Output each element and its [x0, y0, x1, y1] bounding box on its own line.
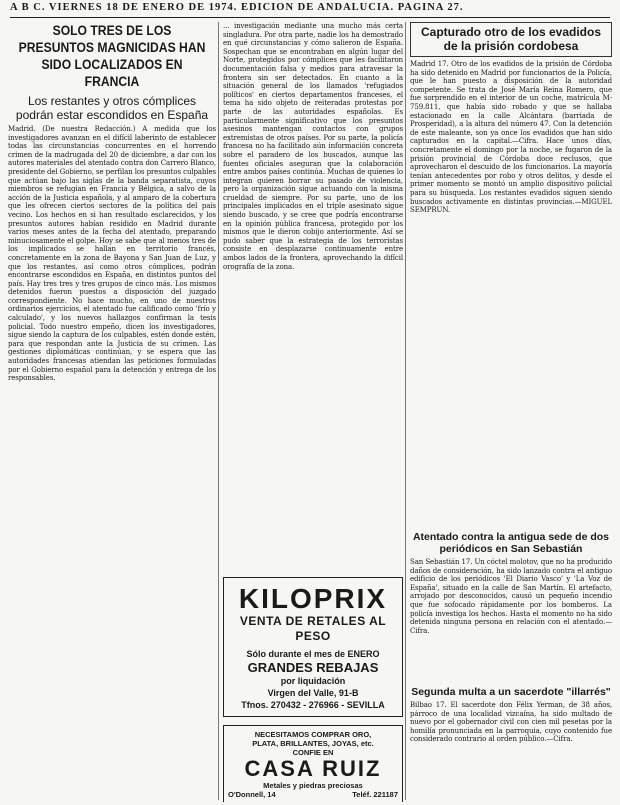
kiloprix-advertisement: [223, 577, 403, 717]
article-body-continued: ... investigación mediante una mucho más certa singladura. Por otra parte, nadie los ha demostrado en qué circunstancias y cómo salieron de España. Sospechan que se encontraban en algún lugar del Norte, protegidos por cómplices que les facilitaron documentación falsa y medios para atravesar la frontera sin ser detectados. En cuanto a la situación general de los llamados 'refugiados políticos' en ciertos departamentos franceses, el tema ha sido objeto de reiteradas protestas por parte de las autoridades españolas. Es particularmente significativo que los presuntos asesinos mantengan contactos con grupos extremistas de otros países. Por su parte, la policía francesa no ha facilitado aún información concreta sobre el paradero de los buscados, aunque las fuentes oficiales aseguran que la colaboración entre ambos países continúa. Muchas de quienes lo integran quieren borrar su pasado de violencia, pero la organización sigue actuando con la misma crueldad de siempre. Por su parte, uno de los principales implicados en el triple asesinato sigue siendo buscado, y se cree que podría encontrarse en la opinión pública francesa, protegido por los mismos que le dieron cobijo anteriormente. Así se pudo saber que la estrategia de los terroristas consiste en desplazarse continuamente entre ambos lados de la frontera, aprovechando la difícil orografía de la zona.: [223, 22, 403, 271]
kiloprix-rebajas: GRANDES REBAJAS: [247, 660, 379, 675]
headline-capturado: Capturado otro de los evadidos de la prisión cordobesa: [410, 22, 612, 57]
masthead: A B C. VIERNES 18 DE ENERO DE 1974. EDICION DE ANDALUCIA. PAGINA 27.: [10, 2, 464, 13]
column-divider: [218, 22, 219, 800]
kiloprix-brand: KILOPRIX: [238, 583, 388, 614]
column-divider: [405, 22, 406, 800]
masthead-rule: [10, 17, 610, 18]
casa-ruiz-line: PLATA, BRILLANTES, JOYAS, etc.: [252, 739, 374, 748]
article-body-san-sebastian: San Sebastián 17. Un cóctel molotov, que no ha producido daños de consideración, ha sido lanzado contra el antiguo edificio de los periódicos 'El Diario Vasco' y 'La Voz de España', situado en la calle de San Martín. El artefacto, arrojado por desconocidos, causó un pequeño incendio que fue sofocado rápidamente por los bomberos. La policía investiga los hechos. Hasta el momento no ha sido detenida ninguna persona en relación con el atentado.—Cifra.: [410, 558, 612, 635]
kiloprix-address: Virgen del Valle, 91-B: [267, 688, 359, 698]
column-right: [410, 22, 612, 802]
article-body-multa: Bilbao 17. El sacerdote don Félix Yerman, de 38 años, párroco de una localidad vizcaína, ha sido multado de nuevo por el gobernador civil con cien mil pesetas por la homilía pronunciada en la parroquia, cuyo contenido fue considerado contrario al orden público.—Cifra.: [410, 701, 612, 744]
casa-ruiz-address: O'Donnell, 14: [228, 790, 276, 799]
kiloprix-phones: Tfnos. 270432 - 276966 - SEVILLA: [241, 700, 385, 710]
column-middle: [223, 22, 403, 802]
kiloprix-line: Sólo durante el mes de ENERO: [246, 649, 380, 659]
casa-ruiz-line: CONFIE EN: [292, 748, 334, 757]
article-body-cordoba: Madrid 17. Otro de los evadidos de la prisión de Córdoba ha sido detenido en Madrid por funcionarios de la Policía, que le han puesto a disposición de la autoridad competente. Se trata de José María Reina Romero, que fue sorprendido en el interior de un coche, matrícula M-759.811, que había sido robado y que se hallaba estacionado en la calle Alcántara (barriada de Prosperidad), a la altura del número 47. Con la detención de este maleante, son ya once los evadidos que han sido capturados en la capital.—Cifra. Hace unos días, concretamente el domingo por la noche, se fugaron de la prisión provincial de Córdoba doce reclusos, que aprovecharon el descuido de los funcionarios. La mayoría tenían antecedentes por robo y otros delitos, y desde el primer momento se montó un amplio dispositivo policial para su búsqueda. Los restantes evadidos siguen siendo buscados activamente en distintas provincias.—MIGUEL SEMPRUN.: [410, 60, 612, 215]
headline-multa: Segunda multa a un sacerdote "illarrés": [411, 686, 611, 698]
casa-ruiz-brand: CASA RUIZ: [244, 756, 382, 781]
kiloprix-tagline: VENTA DE RETALES AL PESO: [239, 614, 387, 643]
kiloprix-line: por liquidación: [280, 676, 346, 686]
column-left: [8, 22, 216, 802]
article-body: Madrid. (De nuestra Redacción.) A medida que los investigadores avanzan en el difícil laberinto de establecer todas las circunstancias concurrentes en el horrendo crimen de la madrugada del 20 de diciembre, a dar con los autores materiales del atentado contra don Carrero Blanco, presidente del Gobierno, se perfilan los presuntos culpables que actúan bajo las siglas de la banda separatista, cuyos miembros se refugian en Francia y Bélgica, a salvo de la acción de la Justicia española, y al amparo de la cobertura que les ofrecen ciertos sectores de la política del país vecino. Los hechos en si han resultado esclarecidos, y los presuntos autores habían residido en Madrid durante varios meses antes de la fecha del atentado, preparando minuciosamente el golpe. Hoy se sabe que al menos tres de los implicados se hallan en territorio francés, concretamente en la zona de Bayona y San Juan de Luz, y que los restantes, así como otros cómplices, podrán encontrarse escondidos en España, en distintos puntos del país. Hay tres tres y tres grupos de cinco más. Los mismos detenidos fueron puestos a disposición del juzgado correspondiente. No hace mucho, en uno de nuestros ordinarios ejercicios, el atentado fue calificado como 'frío y calculado', y los nuevos hallazgos confirman la tesis policial. Todo nuestro empeño, dicen los investigadores, sigue siendo la captura de los culpables, estén donde estén, para que respondan ante la Justicia de su crimen. Las gestiones diplomáticas continúan, y se espera que las autoridades francesas atiendan las peticiones formuladas por el Gobierno español para la detención y entrega de los responsables.: [8, 125, 216, 383]
subhead-complices: Los restantes y otros cómplices podrán estar escondidos en España: [15, 94, 209, 122]
casa-ruiz-phone: Teléf. 221187: [352, 790, 398, 799]
headline-magnicidas: SOLO TRES DE LOS PRESUNTOS MAGNICIDAS HAN SIDO LOCALIZADOS EN FRANCIA: [18, 23, 206, 89]
casa-ruiz-line: NECESITAMOS COMPRAR ORO,: [254, 730, 372, 739]
casa-ruiz-line: Metales y piedras preciosas: [263, 781, 363, 790]
headline-atentado: Atentado contra la antigua sede de dos periódicos en San Sebastián: [412, 531, 610, 555]
casa-ruiz-advertisement: [223, 725, 403, 802]
